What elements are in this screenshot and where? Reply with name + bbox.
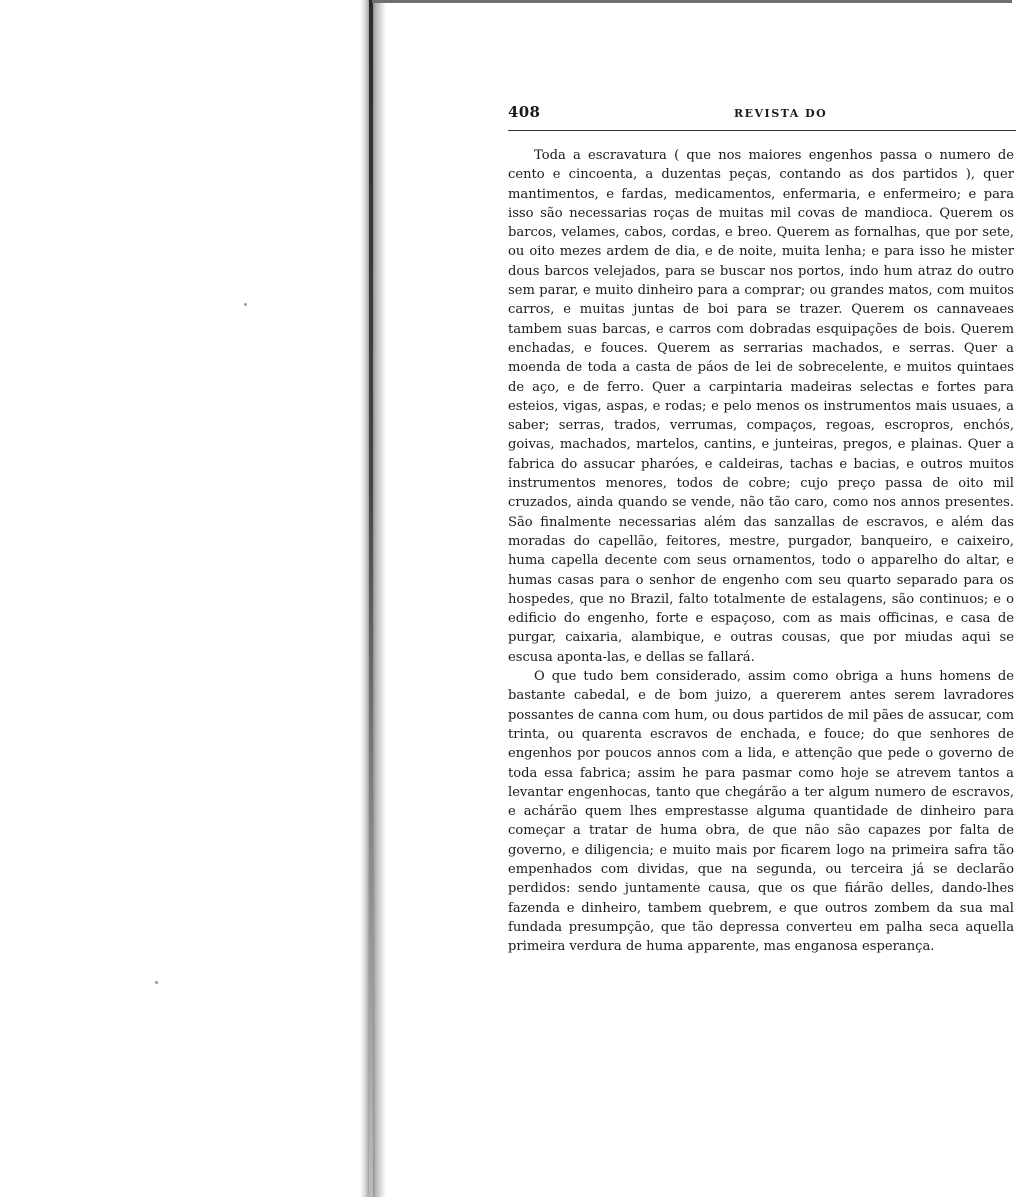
paper-speck (244, 303, 247, 306)
running-head: REVISTA DO (734, 107, 828, 120)
page-header (508, 103, 1016, 125)
paper-speck (155, 981, 158, 984)
body-text (508, 146, 1014, 956)
page-top-edge (372, 0, 1012, 3)
header-rule (508, 130, 1016, 131)
book-gutter-shadow (360, 0, 386, 1197)
page-binding-edge (369, 0, 373, 1197)
paragraph: O que tudo bem considerado, assim como obriga a huns homens de bastante cabedal, e de bom juizo, a quererem antes serem lavradores possantes de canna com hum, ou dous partidos de mil pães de assucar, com trinta, ou quarenta escravos de enchada, e fouce; do que senhores de engenhos por poucos annos com a lida, e attenção que pede o governo de toda essa fabrica; assim he para pasmar como hoje se atrevem tantos a levantar engenhocas, tanto que chegárão a ter algum numero de escravos, e achárão quem lhes emprestasse alguma quantidade de dinheiro para começar a tratar de huma obra, de que não são capazes por falta de governo, e diligencia; e muito mais por ficarem logo na primeira safra tão empenhados com dividas, que na segunda, ou terceira já se declarão perdidos: sendo juntamente causa, que os que fiárão delles, dando-lhes fazenda e dinheiro, tambem quebrem, e que outros zombem da sua mal fundada presumpção, que tão depressa converteu em palha seca aquella primeira verdura de huma apparente, mas enganosa esperança. (508, 669, 1014, 955)
page-number: 408 (508, 103, 541, 121)
paragraph: Toda a escravatura ( que nos maiores engenhos passa o numero de cento e cincoenta, a duzentas peças, contando as dos partidos ), quer mantimentos, e fardas, medicamentos, enfermaria, e enfermeiro; e para isso são necessarias roças de muitas mil covas de mandioca. Querem os barcos, velames, cabos, cordas, e breo. Querem as fornalhas, que por sete, ou oito mezes ardem de dia, e de noite, muita lenha; e para isso he mister dous barcos velejados, para se buscar nos portos, indo hum atraz do outro sem parar, e muito dinheiro para a comprar; ou grandes matos, com muitos carros, e muitas juntas de boi para se trazer. Querem os cannaveaes tambem suas barcas, e carros com dobradas esquipações de bois. Querem enchadas, e fouces. Querem as serrarias machados, e serras. Quer a moenda de toda a casta de páos de lei de sobrecelente, e muitos quintaes de aço, e de ferro. Quer a carpintaria madeiras selectas e fortes para esteios, vigas, aspas, e rodas; e pelo menos os instrumentos mais usuaes, a saber; serras, trados, verrumas, compaços, regoas, escropros, enchós, goivas, machados, martelos, cantins, e junteiras, pregos, e plainas. Quer a fabrica do assucar pharóes, e caldeiras, tachas e bacias, e outros muitos instrumentos menores, todos de cobre; cujo preço passa de oito mil cruzados, ainda quando se vende, não tão caro, como nos annos presentes. São finalmente necessarias além das sanzallas de escravos, e além das moradas do capellão, feitores, mestre, purgador, banqueiro, e caixeiro, huma capella decente com seus ornamentos, todo o apparelho do altar, e humas casas para o senhor de engenho com seu quarto separado para os hospedes, que no Brazil, falto totalmente de estalagens, são continuos; e o edificio do engenho, forte e espaçoso, com as mais officinas, e casa de purgar, caixaria, alambique, e outras cousas, que por miudas aqui se escusa aponta-las, e dellas se fallará. (508, 148, 1014, 665)
